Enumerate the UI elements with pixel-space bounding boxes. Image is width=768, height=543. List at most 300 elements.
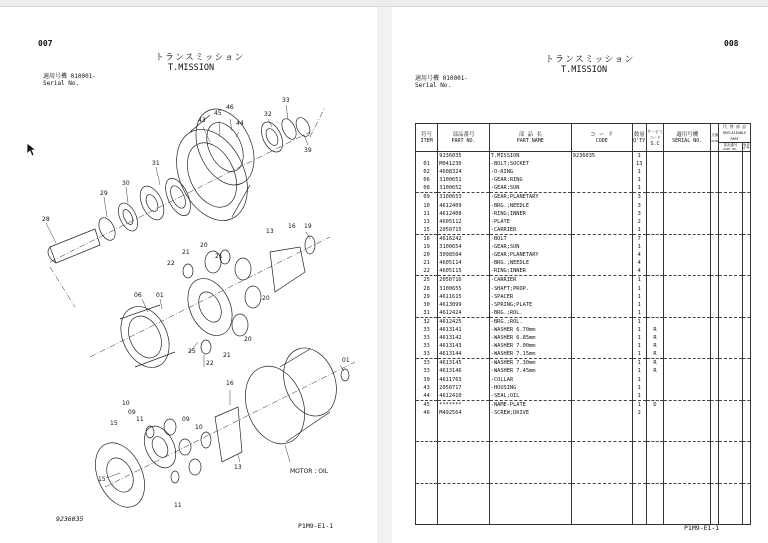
replace-qty-cell bbox=[742, 492, 750, 500]
replace-qty-cell bbox=[742, 251, 750, 259]
serial-cell bbox=[664, 492, 711, 500]
sc-cell bbox=[646, 160, 664, 168]
serial-cell bbox=[664, 301, 711, 309]
qty-cell: 1 bbox=[632, 359, 646, 368]
item-cell bbox=[416, 492, 438, 500]
sc-cell bbox=[646, 168, 664, 176]
replace-part-cell bbox=[719, 442, 742, 451]
item-cell: 02 bbox=[416, 168, 438, 176]
part-no-cell: 4616242 bbox=[438, 234, 490, 243]
replace-part-cell bbox=[719, 259, 742, 267]
replace-qty-cell bbox=[742, 500, 750, 508]
part-name-cell: -GEAR;PLANETARY bbox=[489, 193, 571, 202]
housing-assembly bbox=[48, 100, 313, 263]
qty-cell: 1 bbox=[632, 293, 646, 301]
part-name-cell: -CARRIER bbox=[489, 276, 571, 285]
part-name-cell bbox=[489, 467, 571, 475]
left-page-number: 007 bbox=[38, 39, 53, 48]
sc-cell bbox=[646, 285, 664, 293]
part-no-cell: 2050717 bbox=[438, 384, 490, 392]
part-no-cell: 4612409 bbox=[438, 202, 490, 210]
code-cell bbox=[571, 301, 632, 309]
callout-20-a: 20 bbox=[200, 242, 208, 249]
part-name-cell bbox=[489, 508, 571, 516]
part-name-cell: -WASHER 6.85mm bbox=[489, 334, 571, 342]
replace-part-cell bbox=[719, 218, 742, 226]
item-cell bbox=[416, 417, 438, 425]
replace-part-cell bbox=[719, 508, 742, 516]
serial-cell bbox=[664, 367, 711, 375]
item-cell: 01 bbox=[416, 160, 438, 168]
qty-cell: 1 bbox=[632, 342, 646, 350]
sc-cell bbox=[646, 259, 664, 267]
callout-46: 46 bbox=[226, 104, 234, 111]
serial-cell bbox=[664, 184, 711, 193]
interchange-cell bbox=[711, 218, 719, 226]
part-name-cell: -SCREW;DRIVE bbox=[489, 409, 571, 417]
serial-cell bbox=[664, 334, 711, 342]
sc-cell bbox=[646, 234, 664, 243]
replace-part-cell bbox=[719, 467, 742, 475]
replace-part-cell bbox=[719, 293, 742, 301]
table-row bbox=[416, 326, 751, 334]
item-cell bbox=[416, 442, 438, 451]
replace-qty-cell bbox=[742, 160, 750, 168]
part-name-cell bbox=[489, 442, 571, 451]
table-row bbox=[416, 450, 751, 458]
part-no-cell: 9236035 bbox=[438, 152, 490, 161]
sc-cell bbox=[646, 293, 664, 301]
callout-13-lower: 13 bbox=[234, 464, 242, 471]
part-no-cell: 3100654 bbox=[438, 243, 490, 251]
replace-part-cell bbox=[719, 210, 742, 218]
item-cell: 30 bbox=[416, 301, 438, 309]
replace-part-cell bbox=[719, 359, 742, 368]
interchange-cell bbox=[711, 384, 719, 392]
interchange-cell bbox=[711, 400, 719, 409]
serial-cell bbox=[664, 317, 711, 326]
table-row bbox=[416, 483, 751, 492]
replace-part-cell bbox=[719, 176, 742, 184]
table-row bbox=[416, 376, 751, 384]
interchange-cell bbox=[711, 425, 719, 433]
qty-cell: 1 bbox=[632, 384, 646, 392]
callout-22-a: 22 bbox=[167, 260, 175, 267]
table-row bbox=[416, 359, 751, 368]
callout-43: 43 bbox=[198, 117, 206, 124]
replace-qty-cell bbox=[742, 442, 750, 451]
part-name-cell: -BOLT;SOCKET bbox=[489, 160, 571, 168]
callout-45: 45 bbox=[214, 110, 222, 117]
sc-cell bbox=[646, 433, 664, 442]
table-row bbox=[416, 334, 751, 342]
qty-cell: 1 bbox=[632, 317, 646, 326]
part-no-cell: 3100652 bbox=[438, 184, 490, 193]
part-no-cell: 4613141 bbox=[438, 326, 490, 334]
sc-cell bbox=[646, 309, 664, 318]
table-row bbox=[416, 433, 751, 442]
replace-qty-cell bbox=[742, 326, 750, 334]
callout-15-b: 15 bbox=[98, 476, 106, 483]
sc-cell bbox=[646, 483, 664, 492]
code-cell bbox=[571, 243, 632, 251]
code-cell bbox=[571, 267, 632, 276]
table-row bbox=[416, 160, 751, 168]
item-cell bbox=[416, 500, 438, 508]
left-footer-code: 9236035 bbox=[56, 515, 84, 523]
table-row bbox=[416, 442, 751, 451]
interchange-cell bbox=[711, 202, 719, 210]
header-sc: サービス コード S.C bbox=[646, 124, 664, 152]
part-no-cell bbox=[438, 516, 490, 525]
part-name-cell: -WASHER 7.00mm bbox=[489, 342, 571, 350]
qty-cell bbox=[632, 425, 646, 433]
part-no-cell: 2050715 bbox=[438, 226, 490, 235]
item-cell: 21 bbox=[416, 259, 438, 267]
callout-28: 28 bbox=[42, 216, 50, 223]
part-name-cell bbox=[489, 492, 571, 500]
callout-39: 39 bbox=[304, 147, 312, 154]
replace-qty-cell bbox=[742, 301, 750, 309]
table-row bbox=[416, 467, 751, 475]
item-cell: 43 bbox=[416, 384, 438, 392]
part-name-cell bbox=[489, 475, 571, 484]
serial-cell bbox=[664, 234, 711, 243]
item-cell bbox=[416, 425, 438, 433]
part-no-cell: 4613144 bbox=[438, 350, 490, 359]
item-cell: 31 bbox=[416, 309, 438, 318]
serial-cell bbox=[664, 392, 711, 401]
interchange-cell bbox=[711, 458, 719, 466]
header-interchange: 互換 ICHG bbox=[711, 124, 719, 152]
left-serial-value: 010001- bbox=[70, 73, 96, 80]
callout-01: 01 bbox=[342, 357, 350, 364]
qty-cell bbox=[632, 442, 646, 451]
interchange-cell bbox=[711, 409, 719, 417]
part-no-cell: ******* bbox=[438, 400, 490, 409]
code-cell bbox=[571, 500, 632, 508]
replace-part-cell bbox=[719, 376, 742, 384]
serial-cell bbox=[664, 442, 711, 451]
serial-cell bbox=[664, 202, 711, 210]
sc-cell bbox=[646, 267, 664, 276]
part-name-cell: -O-RING bbox=[489, 168, 571, 176]
motor-oil-label: MOTOR ; OIL bbox=[290, 468, 329, 475]
table-row bbox=[416, 317, 751, 326]
serial-cell bbox=[664, 293, 711, 301]
table-row bbox=[416, 475, 751, 484]
replace-part-cell bbox=[719, 267, 742, 276]
interchange-cell bbox=[711, 309, 719, 318]
interchange-cell bbox=[711, 350, 719, 359]
part-no-cell: 4611615 bbox=[438, 293, 490, 301]
header-replace-qty: 数量 Q'TY bbox=[743, 143, 750, 150]
part-no-cell: 4613145 bbox=[438, 359, 490, 368]
item-cell: 13 bbox=[416, 218, 438, 226]
code-cell bbox=[571, 210, 632, 218]
part-name-cell: -WASHER 6.70mm bbox=[489, 326, 571, 334]
sc-cell bbox=[646, 210, 664, 218]
interchange-cell bbox=[711, 168, 719, 176]
serial-cell bbox=[664, 384, 711, 392]
callout-09-a: 09 bbox=[128, 409, 136, 416]
qty-cell bbox=[632, 475, 646, 484]
callout-29: 29 bbox=[100, 190, 108, 197]
callout-11-b: 11 bbox=[174, 502, 182, 509]
part-name-cell: -WASHER 7.15mm bbox=[489, 350, 571, 359]
interchange-cell bbox=[711, 226, 719, 235]
code-cell bbox=[571, 176, 632, 184]
part-name-cell: -BRG.;NEEDLE bbox=[489, 202, 571, 210]
serial-cell bbox=[664, 450, 711, 458]
table-row bbox=[416, 400, 751, 409]
sc-cell bbox=[646, 176, 664, 184]
qty-cell bbox=[632, 433, 646, 442]
part-no-cell: 4611763 bbox=[438, 376, 490, 384]
interchange-cell bbox=[711, 342, 719, 350]
right-page-title-jp: トランスミッション bbox=[545, 55, 635, 65]
part-name-cell: -GEAR;SUN bbox=[489, 184, 571, 193]
replace-part-cell bbox=[719, 458, 742, 466]
code-cell bbox=[571, 234, 632, 243]
part-no-cell: 3100655 bbox=[438, 285, 490, 293]
replace-qty-cell bbox=[742, 243, 750, 251]
table-row bbox=[416, 342, 751, 350]
replace-qty-cell bbox=[742, 425, 750, 433]
table-row bbox=[416, 243, 751, 251]
part-name-cell bbox=[489, 450, 571, 458]
part-no-cell bbox=[438, 450, 490, 458]
interchange-cell bbox=[711, 176, 719, 184]
code-cell bbox=[571, 400, 632, 409]
right-page-number: 008 bbox=[724, 39, 739, 48]
right-serial-label-en: Serial No. bbox=[415, 82, 452, 89]
item-cell bbox=[416, 467, 438, 475]
sc-cell: R bbox=[646, 334, 664, 342]
qty-cell: 1 bbox=[632, 326, 646, 334]
right-serial-block bbox=[415, 75, 468, 89]
part-no-cell: 4612408 bbox=[438, 210, 490, 218]
sc-cell bbox=[646, 450, 664, 458]
part-no-cell: 4612424 bbox=[438, 309, 490, 318]
code-cell bbox=[571, 184, 632, 193]
table-row bbox=[416, 458, 751, 466]
code-cell bbox=[571, 433, 632, 442]
code-cell bbox=[571, 285, 632, 293]
serial-cell bbox=[664, 243, 711, 251]
replace-part-cell bbox=[719, 276, 742, 285]
serial-cell bbox=[664, 276, 711, 285]
transmission-exploded-diagram bbox=[10, 7, 376, 543]
code-cell bbox=[571, 350, 632, 359]
right-serial-value: 010001- bbox=[442, 75, 468, 82]
right-page bbox=[393, 7, 759, 543]
interchange-cell bbox=[711, 433, 719, 442]
qty-cell: 1 bbox=[632, 276, 646, 285]
replace-qty-cell bbox=[742, 400, 750, 409]
replace-part-cell bbox=[719, 425, 742, 433]
replace-part-cell bbox=[719, 433, 742, 442]
sc-cell bbox=[646, 152, 664, 161]
table-row bbox=[416, 218, 751, 226]
replace-qty-cell bbox=[742, 516, 750, 525]
part-name-cell bbox=[489, 483, 571, 492]
callout-19: 19 bbox=[304, 223, 312, 230]
replace-qty-cell bbox=[742, 259, 750, 267]
callout-13-upper: 13 bbox=[266, 228, 274, 235]
serial-cell bbox=[664, 267, 711, 276]
replace-qty-cell bbox=[742, 152, 750, 161]
replace-qty-cell bbox=[742, 508, 750, 516]
replace-part-cell bbox=[719, 251, 742, 259]
sc-cell bbox=[646, 508, 664, 516]
item-cell: 39 bbox=[416, 376, 438, 384]
replace-part-cell bbox=[719, 226, 742, 235]
part-name-cell bbox=[489, 417, 571, 425]
sc-cell bbox=[646, 193, 664, 202]
part-name-cell: -SPRING;PLATE bbox=[489, 301, 571, 309]
item-cell: 19 bbox=[416, 243, 438, 251]
qty-cell: 2 bbox=[632, 218, 646, 226]
part-no-cell bbox=[438, 475, 490, 484]
item-cell: 33 bbox=[416, 342, 438, 350]
replace-qty-cell bbox=[742, 334, 750, 342]
replace-part-cell bbox=[719, 202, 742, 210]
part-name-cell bbox=[489, 500, 571, 508]
code-cell bbox=[571, 483, 632, 492]
qty-cell: 7 bbox=[632, 234, 646, 243]
serial-cell bbox=[664, 483, 711, 492]
left-serial-label-en: Serial No. bbox=[43, 80, 80, 87]
replace-part-cell bbox=[719, 326, 742, 334]
item-cell bbox=[416, 516, 438, 525]
interchange-cell bbox=[711, 417, 719, 425]
sc-cell bbox=[646, 475, 664, 484]
qty-cell: 3 bbox=[632, 202, 646, 210]
header-replace-part-no: 部品番号 PART NO. bbox=[719, 143, 742, 152]
part-name-cell bbox=[489, 458, 571, 466]
code-cell bbox=[571, 450, 632, 458]
part-name-cell bbox=[489, 425, 571, 433]
header-qty: 数量 Q'TY bbox=[632, 124, 646, 152]
qty-cell bbox=[632, 467, 646, 475]
sc-cell bbox=[646, 317, 664, 326]
callout-22-b: 22 bbox=[206, 360, 214, 367]
sc-cell bbox=[646, 218, 664, 226]
item-cell: 06 bbox=[416, 176, 438, 184]
interchange-cell bbox=[711, 450, 719, 458]
qty-cell: 1 bbox=[632, 309, 646, 318]
callout-10-b: 10 bbox=[195, 424, 203, 431]
code-cell bbox=[571, 334, 632, 342]
item-cell: 09 bbox=[416, 193, 438, 202]
interchange-cell bbox=[711, 317, 719, 326]
replace-qty-cell bbox=[742, 483, 750, 492]
left-page bbox=[10, 7, 376, 543]
code-cell bbox=[571, 458, 632, 466]
sc-cell bbox=[646, 458, 664, 466]
item-cell bbox=[416, 450, 438, 458]
serial-cell bbox=[664, 259, 711, 267]
parts-list-body bbox=[416, 152, 751, 525]
sc-cell bbox=[646, 392, 664, 401]
part-no-cell: 3100651 bbox=[438, 176, 490, 184]
callout-11-a: 11 bbox=[136, 416, 144, 423]
replace-part-cell bbox=[719, 492, 742, 500]
table-row bbox=[416, 152, 751, 161]
callout-31: 31 bbox=[152, 160, 160, 167]
qty-cell: 1 bbox=[632, 243, 646, 251]
replace-part-cell bbox=[719, 409, 742, 417]
part-no-cell: 4612425 bbox=[438, 317, 490, 326]
callout-30: 30 bbox=[122, 180, 130, 187]
part-name-cell bbox=[489, 433, 571, 442]
callout-21-a: 21 bbox=[182, 249, 190, 256]
leader-lines bbox=[46, 105, 344, 478]
sc-cell: R bbox=[646, 367, 664, 375]
replace-qty-cell bbox=[742, 475, 750, 484]
qty-cell bbox=[632, 492, 646, 500]
part-no-cell: 3100653 bbox=[438, 193, 490, 202]
part-no-cell bbox=[438, 458, 490, 466]
replace-qty-cell bbox=[742, 350, 750, 359]
code-cell bbox=[571, 467, 632, 475]
code-cell bbox=[571, 160, 632, 168]
replace-part-cell bbox=[719, 475, 742, 484]
item-cell: 29 bbox=[416, 293, 438, 301]
qty-cell: 1 bbox=[632, 152, 646, 161]
sc-cell bbox=[646, 202, 664, 210]
table-row bbox=[416, 285, 751, 293]
part-no-cell: M492564 bbox=[438, 409, 490, 417]
qty-cell bbox=[632, 500, 646, 508]
part-name-cell: -SHAFT;PROP. bbox=[489, 285, 571, 293]
qty-cell: 4 bbox=[632, 267, 646, 276]
item-cell bbox=[416, 152, 438, 161]
part-name-cell: -CARRIER bbox=[489, 226, 571, 235]
left-page-title-jp: トランスミッション bbox=[155, 53, 245, 63]
code-cell bbox=[571, 218, 632, 226]
serial-cell bbox=[664, 193, 711, 202]
table-row bbox=[416, 392, 751, 401]
part-no-cell: 4605112 bbox=[438, 218, 490, 226]
sc-cell bbox=[646, 301, 664, 309]
part-no-cell bbox=[438, 500, 490, 508]
interchange-cell bbox=[711, 285, 719, 293]
code-cell bbox=[571, 376, 632, 384]
sc-cell bbox=[646, 276, 664, 285]
code-cell bbox=[571, 326, 632, 334]
item-cell: 33 bbox=[416, 350, 438, 359]
sc-cell bbox=[646, 226, 664, 235]
callout-16-lower: 16 bbox=[226, 380, 234, 387]
replace-part-cell bbox=[719, 243, 742, 251]
replace-qty-cell bbox=[742, 392, 750, 401]
qty-cell: 1 bbox=[632, 301, 646, 309]
qty-cell: 1 bbox=[632, 176, 646, 184]
part-no-cell bbox=[438, 467, 490, 475]
qty-cell: 3 bbox=[632, 210, 646, 218]
table-row bbox=[416, 210, 751, 218]
replace-qty-cell bbox=[742, 376, 750, 384]
part-no-cell bbox=[438, 483, 490, 492]
serial-cell bbox=[664, 433, 711, 442]
sc-cell bbox=[646, 409, 664, 417]
table-row bbox=[416, 409, 751, 417]
part-no-cell: 4613146 bbox=[438, 367, 490, 375]
qty-cell: 1 bbox=[632, 334, 646, 342]
header-replaceable-part: 代 替 部 品 REPLACEABLE PART bbox=[719, 124, 751, 143]
